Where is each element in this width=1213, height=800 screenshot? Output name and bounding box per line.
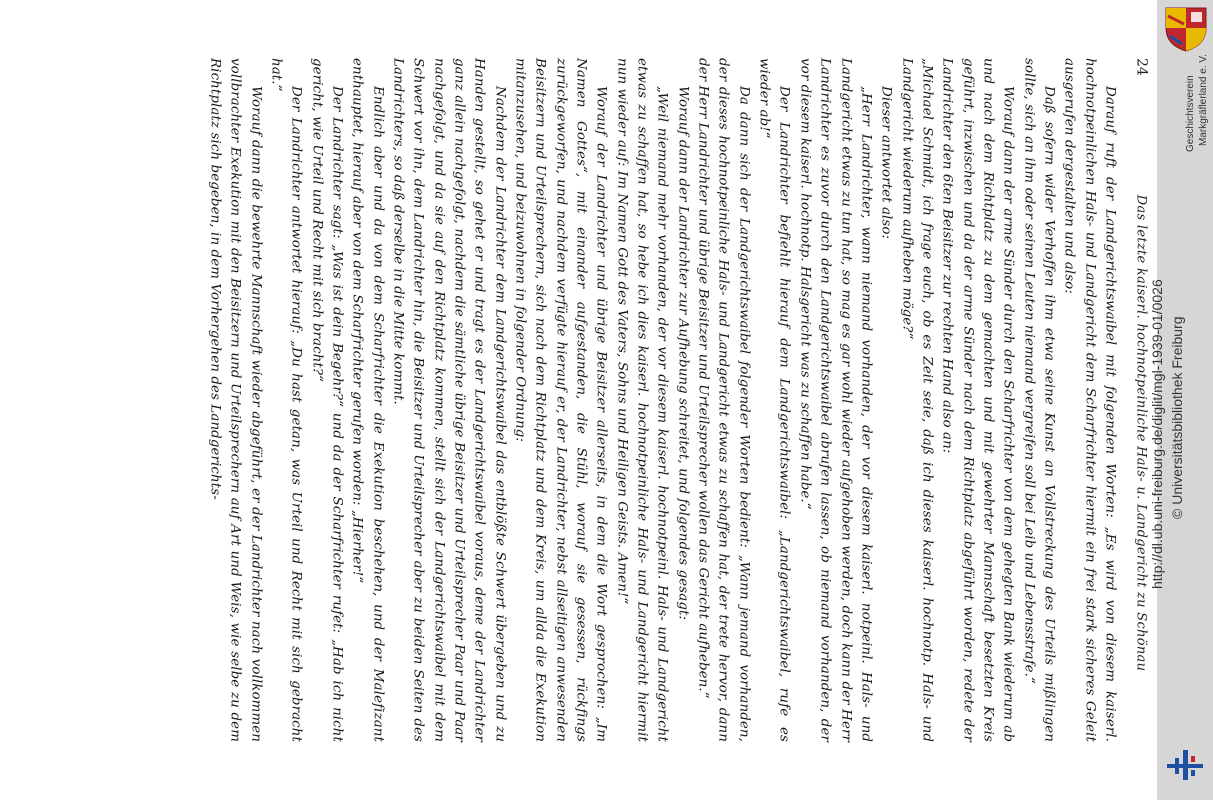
source-url-link[interactable]: http://dl.ub.uni-freiburg.de/diglit/mgl-1939-01/0026 [1149,279,1165,589]
paragraph: Daß sofern wider Verhoffen ihm etwa seine Kunst an Vollstreckung des Urteils mißlingen sollte, sich an ihm oder seinen Leuten niemand vergreifen soll bei Leib und Lebensstrafe.“ [1021,58,1057,742]
crest-icon [1164,6,1208,52]
ub-freiburg-logo-icon [1165,748,1205,782]
paragraph: Der Landrichter befiehlt hierauf dem Landgerichtswaibel: „Landgerichtswaibel, rufe es wieder ab!“ [756,58,792,742]
paragraph: „Weil niemand mehr vorhanden, der vor diesem kaiserl. hochnotpeinl. Hals- und Landgericht etwas zu schaffen hat, so hebe ich dies kaiserl. hochnotpeinliche Hals- und Landgericht hiermit nun wieder auf: Im Namen Gott des Vaters, Sohns und Heiligen Geists. Amen!“ [614,58,670,742]
page-rotated [1,0,1158,800]
paragraph: Da dann sich der Landgerichtswaibel folgender Worten bedient: „Wann jemand vorhanden, der dieses hochnotpeinliche Hals- und Landgericht etwas zu schaffen hat, der trete hervor, dann der Herr Landrichter und übrige Beisitzer und Urteilsprecher wollen das Gericht aufheben.“ [695,58,752,742]
paragraph: Endlich aber und da von dem Scharfrichter die Exekution beschehen, und der Malefizant enthauptet, hierauf aber von dem Scharfrichter gerufen worden: „Hierher!“ [349,58,386,742]
paragraph: Darauf ruft der Landgerichtswaibel mit folgenden Worten: „Es wird von diesem kaiserl. hochnotpeinlichen Hals- und Landgericht dem Scharfrichter hiermit ein frei stark sicheres Geleit ausgerufen dergestalten und also: [1061,58,1118,742]
page-number: 24 [1133,58,1150,76]
paragraph: Nachdem der Landrichter dem Landgerichtswaibel das entblößte Schwert übergeben und zu Handen gestellt, so gehet er und tragt es der Landgerichtswaibel voraus, deme der Landrichter ganz allein nachgefolgt, nachdem die sämtliche übrige Beisitzer und Urteilsprecher Paar und Paar nachgefolgt, und da sie auf den Richtplatz kommen, stellt sich der Landgerichtswaibel mit dem Schwert vor ihn, dem Landrichter hin, die Beisitzer und Urteilsprecher aber zu beiden Seiten des Landrichters, so daß derselbe in die Mitte kommt. [390,58,508,742]
society-line-1: Geschichtsverein [1185,75,1196,152]
paragraph: „Michael Schmidt, ich frage euch, ob es Zeit seie, daß ich dieses kaiserl. hochnotp. Hals- und Landgericht wiederum aufheben möge?“ [899,58,935,742]
paragraph: Der Landrichter antwortet hierauf: „Du hast getan, was Urteil und Recht mit sich gebracht hat.“ [268,58,304,742]
paragraph: Dieser antwortet also: [878,86,894,240]
paragraph: Der Landrichter sagt: „Was ist dein Begehr?“ und da der Scharfrichter rufet: „Hab ich nicht gericht, wie Urteil und Recht mit sich bracht?“ [309,58,345,742]
copyright-text: © Universitätsbibliothek Freiburg [1169,316,1185,519]
running-head: Das letzte kaiserl. hochnotpeinliche Hals- u. Landgericht zu Schönau [1133,194,1149,672]
paragraph: Worauf dann der Landrichter zur Aufhebung schreitet, und folgendes gesagt: [675,86,691,621]
paragraph: Worauf der Landrichter und übrige Beisitzer allerseits, in dem die Wort gesprochen: „Im Namen Gottes“, mit einander aufgestanden, die Stühl, worauf sie gesessen, rückfings zurückgeworfen, und nachdem verfügte hierauf er, der Landrichter, nebst allseitigen anwesenden Beisitzern und Urteilsprechern, sich nach dem Richtplatz und dem Kreis, um allda die Exekution mitanzusehen, und beizuwohnen in folgender Ordnung: [512,58,609,742]
viewer-sidebar [1149,0,1213,800]
paragraph: „Herr Landrichter, wann niemand vorhanden, der vor diesem kaiserl. notpeinl. Hals- und Landgericht etwas zu tun hat, so mag es gar wohl wieder aufgehoben werden, doch kann der Herr Landrichter es zuvor durch den Landgerichtswaibel abrufen lassen, ob niemand vorhanden, der vor diesem kaiserl. hochnotp. Halsgericht was zu schaffen habe.“ [797,58,874,742]
body-text [204,58,1119,742]
page-header [1128,58,1150,738]
paragraph: Worauf dann die bewehrte Mannschaft wieder abgeführt, er der Landrichter nach vollkommen vollbrachter Exekution mit den Beisitzern und Urteilsprechern auf Art und Weis, wie selbe zu dem Richtplatz sich begeben, in dem Vorhergehen des Landgerichts- [207,58,264,742]
society-line-2: Markgräflerland e. V. [1198,54,1209,146]
paragraph: Worauf dann der arme Sünder durch den Scharfrichter von dem gehegten Bank wiederum ab und nach dem Richtplatz zu dem gemachten und mit gewehrter Mannschaft besetzten Kreis geführt, inzwischen und da der arme Sünder nach dem Richtplatz abgeführt worden, redete der Landrichter den 6ten Beisitzer zur rechten Hand also an: [939,58,1016,742]
